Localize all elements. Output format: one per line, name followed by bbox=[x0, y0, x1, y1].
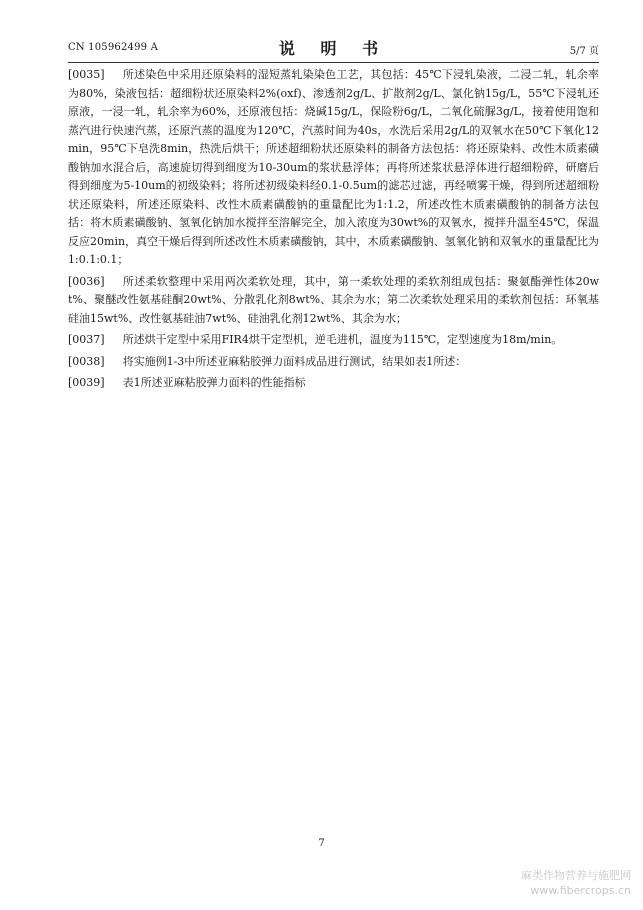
document-title: 说 明 书 bbox=[278, 39, 389, 58]
paragraph-number: [0036] bbox=[68, 274, 105, 288]
page-number: 7 bbox=[318, 838, 325, 849]
patent-number: CN 105962499 A bbox=[68, 42, 159, 53]
document-body bbox=[68, 66, 599, 396]
paragraph-number: [0035] bbox=[68, 68, 105, 81]
paragraph-text: 所述烘干定型中采用FIR4烘干定型机，逆毛进机，温度为115℃，定型速度为18m/min。 bbox=[122, 333, 563, 346]
paragraph-text: 将实施例1-3中所述亚麻粘胶弹力面料成品进行测试，结果如表1所述： bbox=[122, 354, 467, 368]
paragraph-text: 所述柔软整理中采用两次柔软处理，其中，第一柔软处理的柔软剂组成包括：聚氨酯弹性体20wt%、聚醚改性氨基硅酮20wt%、分散乳化剂8wt%、其余为水；第二次柔软处理采用的柔软剂包括：环氧基硅油15wt%、改性氨基硅油7wt%、硅油乳化剂12wt%、其余为水； bbox=[68, 274, 599, 325]
watermark-site-name: 麻类作物营养与施肥网 bbox=[521, 869, 631, 882]
paragraph-0035 bbox=[68, 66, 599, 270]
paragraph-text: 表1所述亚麻粘胶弹力面料的性能指标 bbox=[122, 376, 306, 389]
watermark-url: www.fibercrops.cn bbox=[530, 884, 631, 897]
header-divider bbox=[68, 62, 599, 63]
paragraph-0038 bbox=[68, 353, 599, 372]
paragraph-0037 bbox=[68, 331, 599, 350]
paragraph-0039 bbox=[68, 374, 599, 393]
paragraph-0036 bbox=[68, 273, 599, 329]
paragraph-text: 所述染色中采用还原染料的湿短蒸轧染染色工艺，其包括：45℃下浸轧染液，二浸二轧，轧余率为80%，染液包括：超细粉状还原染料2%(oxf)、渗透剂2g/L、扩散剂2g/L、氯化钠15g/L，55℃下浸轧还原液，一浸一轧，轧余率为60%，还原液包括：烧碱15g/L，保险粉6g/L，二氧化硫脲3g/L，接着使用饱和蒸汽进行快速汽蒸，还原汽蒸的温度为120℃，汽蒸时间为40s，水洗后采用2g/L的双氧水在50℃下氧化12min，95℃下皂洗8min，热洗后烘干；所述超细粉状还原染料的制备方法包括：将还原染料、改性木质素磺酸钠加水混合后，高速旋切得到细度为10-30um的浆状悬浮体；再将所述浆状悬浮体进行超细粉碎，研磨后得到细度为5-10um的初级染料；将所述初级染料经0.1-0.5um的滤芯过滤，再经喷雾干燥，得到所述超细粉状还原染料，所述还原染料、改性木质素磺酸钠的重量配比为1:1.2，所述改性木质素磺酸钠的制备方法包括：将木质素磺酸钠、氢氧化钠加水搅拌至溶解完全，加入浓度为30wt%的双氧水，搅拌升温至45℃，保温反应20min，真空干燥后得到所述改性木质素磺酸钠，其中，木质素磺酸钠、氢氧化钠和双氧水的重量配比为1:0.1:0.1； bbox=[68, 68, 599, 266]
paragraph-number: [0039] bbox=[68, 376, 105, 389]
paragraph-number: [0038] bbox=[68, 354, 105, 368]
page-indicator: 5/7 页 bbox=[569, 46, 599, 57]
watermark bbox=[521, 868, 631, 898]
page-header bbox=[68, 36, 599, 60]
paragraph-number: [0037] bbox=[68, 333, 105, 346]
